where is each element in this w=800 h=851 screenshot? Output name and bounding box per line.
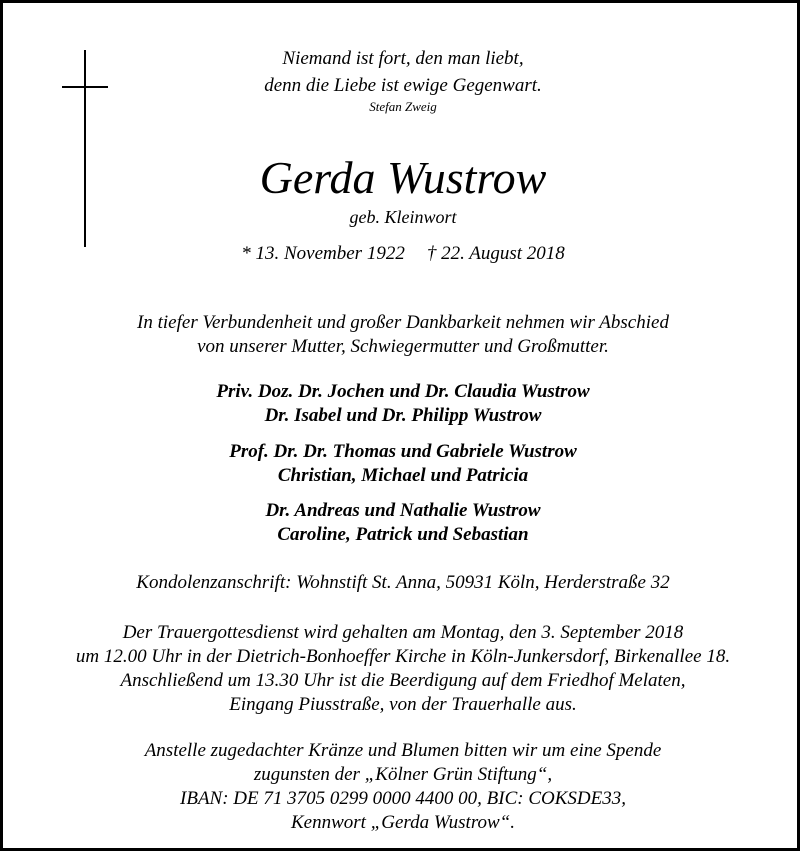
family-1-line-1: Priv. Doz. Dr. Jochen und Dr. Claudia Wustrow — [216, 381, 590, 402]
service-line-2: um 12.00 Uhr in der Dietrich-Bonhoeffer Kirche in Köln-Junkersdorf, Birkenallee 18. — [75, 646, 731, 667]
donation-line-2: zugunsten der „Kölner Grün Stiftung“, — [253, 764, 553, 785]
quote-line-2: denn die Liebe ist ewige Gegenwart. — [264, 75, 542, 96]
family-2-line-2: Christian, Michael und Patricia — [277, 465, 529, 486]
donation-line-1: Anstelle zugedachter Kränze und Blumen bitten wir um eine Spende — [144, 740, 662, 761]
service-line-4: Eingang Piusstraße, von der Trauerhalle aus. — [229, 694, 577, 715]
donation-line-3: IBAN: DE 71 3705 0299 0000 4400 00, BIC: COKSDE33, — [180, 788, 626, 809]
quote-author: Stefan Zweig — [369, 99, 437, 114]
quote-line-1: Niemand ist fort, den man liebt, — [282, 48, 524, 69]
maiden-name: geb. Kleinwort — [349, 207, 457, 227]
birth-date: * 13. November 1922 — [241, 243, 405, 264]
service-line-1: Der Trauergottesdienst wird gehalten am Montag, den 3. September 2018 — [122, 622, 684, 643]
farewell-line-2: von unserer Mutter, Schwiegermutter und Großmutter. — [197, 336, 609, 357]
life-dates — [3, 243, 800, 265]
family-3-line-2: Caroline, Patrick und Sebastian — [277, 524, 529, 545]
farewell-line-1: In tiefer Verbundenheit und großer Dankbarkeit nehmen wir Abschied — [137, 312, 669, 333]
deceased-name: Gerda Wustrow — [259, 152, 547, 203]
family-1-line-2: Dr. Isabel und Dr. Philipp Wustrow — [264, 405, 542, 426]
donation-line-4: Kennwort „Gerda Wustrow“. — [291, 812, 515, 833]
family-2-line-1: Prof. Dr. Dr. Thomas und Gabriele Wustrow — [229, 441, 577, 462]
family-3-line-1: Dr. Andreas und Nathalie Wustrow — [265, 500, 541, 521]
death-date: † 22. August 2018 — [426, 243, 565, 264]
service-line-3: Anschließend um 13.30 Uhr ist die Beerdigung auf dem Friedhof Melaten, — [120, 670, 686, 691]
condolence-address: Kondolenzanschrift: Wohnstift St. Anna, 50931 Köln, Herderstraße 32 — [136, 572, 670, 593]
